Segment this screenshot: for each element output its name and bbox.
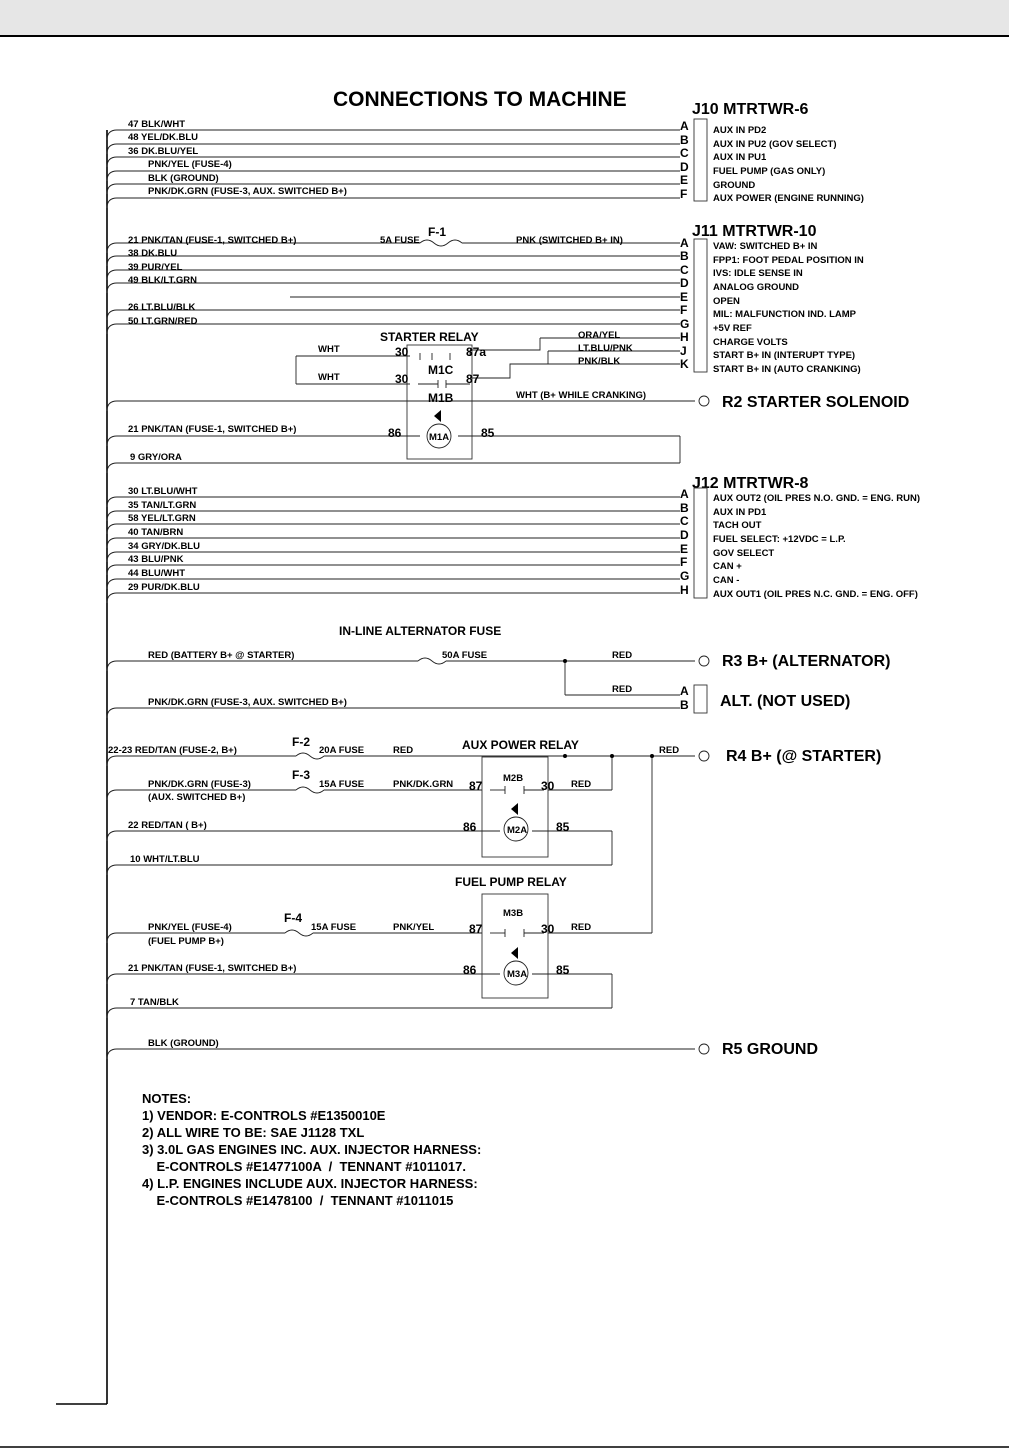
starter-t85: 85 [481, 426, 495, 440]
j10-wire-d: PNK/YEL (FUSE-4) [148, 159, 232, 170]
starter-m1c: M1C [428, 363, 454, 377]
starter-t87: 87 [466, 372, 480, 386]
j11-wire-j: LT.BLU/PNK [578, 343, 633, 354]
j12-body [694, 488, 707, 598]
aux-red-2: RED [571, 779, 592, 790]
aux-wire-3: 22 RED/TAN ( B+) [128, 820, 207, 831]
j10-func-c: AUX IN PU1 [713, 152, 767, 163]
junction-dot-4 [563, 659, 567, 663]
connector-j10 [107, 101, 864, 208]
j10-title: J10 MTRTWR-6 [692, 101, 809, 118]
aux-wire-1: 22-23 RED/TAN (FUSE-2, B+) [108, 745, 237, 756]
aux-wire-4: 10 WHT/LT.BLU [130, 854, 200, 865]
r3-terminal-icon [699, 656, 709, 666]
j11-pin-e: E [680, 290, 689, 304]
fuel-red: RED [571, 922, 592, 933]
alt-pin-b: B [680, 698, 689, 712]
j10-pin-b: B [680, 133, 689, 147]
j10-wire-a: 47 BLK/WHT [128, 119, 185, 130]
aux-power-relay [107, 735, 881, 875]
m2-diode-icon [511, 803, 518, 815]
j11-func-g: +5V REF [713, 323, 752, 334]
starter-ground-wire: 9 GRY/ORA [130, 452, 182, 463]
notes-section [142, 1091, 481, 1208]
aux-red: RED [393, 745, 414, 756]
aux-t30: 30 [541, 779, 555, 793]
aux-m2b: M2B [503, 773, 524, 784]
j12-wire-h: 29 PUR/DK.BLU [128, 582, 200, 593]
j10-pin-a: A [680, 119, 689, 133]
starter-coil-wire: 21 PNK/TAN (FUSE-1, SWITCHED B+) [128, 424, 297, 435]
j12-func-a: AUX OUT2 (OIL PRES N.O. GND. = ENG. RUN) [713, 493, 921, 504]
j11-pin-f: F [680, 303, 688, 317]
alt-fuse-title: IN-LINE ALTERNATOR FUSE [339, 624, 502, 638]
alt-connector-body [694, 685, 707, 713]
j11-wire-b: 38 DK.BLU [128, 248, 178, 259]
j10-func-b: AUX IN PU2 (GOV SELECT) [713, 139, 837, 150]
starter-t86: 86 [388, 426, 402, 440]
j10-pin-f: F [680, 187, 688, 201]
j12-func-b: AUX IN PD1 [713, 507, 767, 518]
r3-label: R3 B+ (ALTERNATOR) [722, 653, 891, 670]
j12-pin-a: A [680, 487, 689, 501]
j11-wire-h: ORA/YEL [578, 330, 621, 341]
r4-terminal-icon [699, 751, 709, 761]
j12-wire-f: 43 BLU/PNK [128, 554, 184, 565]
j11-wire-f: 26 LT.BLU/BLK [128, 302, 196, 313]
j10-func-a: AUX IN PD2 [713, 125, 767, 136]
j12-wire-d: 40 TAN/BRN [128, 527, 184, 538]
notes-title: NOTES: [142, 1091, 192, 1106]
r5-label: R5 GROUND [722, 1041, 819, 1058]
fuel-t85: 85 [556, 963, 570, 977]
junction-dot-3 [650, 754, 654, 758]
alt-red-1: RED [612, 650, 633, 661]
j11-wire-d: 49 BLK/LT.GRN [128, 275, 197, 286]
note-line-2: 2) ALL WIRE TO BE: SAE J1128 TXL [142, 1125, 365, 1140]
j10-func-d: FUEL PUMP (GAS ONLY) [713, 166, 826, 177]
j11-pin-b: B [680, 249, 689, 263]
j10-wire-e: BLK (GROUND) [148, 173, 219, 184]
j12-wire-e: 34 GRY/DK.BLU [128, 541, 200, 552]
j11-wire-g: 50 LT.GRN/RED [128, 316, 198, 327]
j10-wire-b: 48 YEL/DK.BLU [128, 132, 199, 143]
j11-pin-j: J [680, 344, 687, 358]
fuel-m3b: M3B [503, 908, 524, 919]
j11-pin-d: D [680, 276, 689, 290]
j12-func-d: FUEL SELECT: +12VDC = L.P. [713, 534, 846, 545]
j10-wire-c: 36 DK.BLU/YEL [128, 146, 199, 157]
connector-j12 [107, 475, 920, 603]
note-line-6: E-CONTROLS #E1478100 / TENNANT #1011015 [142, 1193, 454, 1208]
note-line-1: 1) VENDOR: E-CONTROLS #E1350010E [142, 1108, 386, 1123]
j12-func-c: TACH OUT [713, 520, 762, 531]
aux-f2: F-2 [292, 735, 310, 749]
j11-pin-h: H [680, 330, 689, 344]
alt-fuse-rating: 50A FUSE [442, 650, 488, 661]
m1b-diode-icon [434, 410, 441, 422]
j11-body [694, 239, 707, 372]
fuel-t86: 86 [463, 963, 477, 977]
starter-wht-2: WHT [318, 372, 340, 383]
j11-wire-a: 21 PNK/TAN (FUSE-1, SWITCHED B+) [128, 235, 297, 246]
junction-dot-1 [563, 754, 567, 758]
aux-f3-fuse: 15A FUSE [319, 779, 365, 790]
j11-func-k: START B+ IN (AUTO CRANKING) [713, 364, 861, 375]
aux-t86: 86 [463, 820, 477, 834]
fuel-m3a: M3A [507, 969, 528, 980]
j11-func-d: ANALOG GROUND [713, 282, 800, 293]
aux-wire-2b: (AUX. SWITCHED B+) [148, 792, 246, 803]
fuel-wire-3: 7 TAN/BLK [130, 997, 179, 1008]
j12-pin-h: H [680, 583, 689, 597]
j12-pin-b: B [680, 501, 689, 515]
starter-m1b: M1B [428, 391, 454, 405]
fuel-t87: 87 [469, 922, 483, 936]
j12-wire-a: 30 LT.BLU/WHT [128, 486, 198, 497]
j11-func-c: IVS: IDLE SENSE IN [713, 268, 803, 279]
fuel-t30: 30 [541, 922, 555, 936]
j12-pin-g: G [680, 569, 690, 583]
fuel-wire-1a: PNK/YEL (FUSE-4) [148, 922, 232, 933]
j10-pin-d: D [680, 160, 689, 174]
starter-t87a: 87a [466, 345, 487, 359]
aux-f2-fuse: 20A FUSE [319, 745, 365, 756]
alt-red-2: RED [612, 684, 633, 695]
j10-pin-c: C [680, 146, 689, 160]
r2-label: R2 STARTER SOLENOID [722, 394, 910, 411]
j12-pin-e: E [680, 542, 689, 556]
note-line-3: 3) 3.0L GAS ENGINES INC. AUX. INJECTOR HARNESS: [142, 1142, 482, 1157]
alt-pnk-wire: PNK/DK.GRN (FUSE-3, AUX. SWITCHED B+) [148, 697, 347, 708]
j12-wire-b: 35 TAN/LT.GRN [128, 500, 197, 511]
fuel-f4-fuse: 15A FUSE [311, 922, 357, 933]
fuel-pnk-yel: PNK/YEL [393, 922, 435, 933]
j11-fuse-rating: 5A FUSE [380, 235, 420, 246]
r2-terminal-icon [699, 396, 709, 406]
j12-pin-c: C [680, 514, 689, 528]
j10-pin-e: E [680, 173, 689, 187]
page-title: CONNECTIONS TO MACHINE [333, 88, 627, 111]
j11-pin-c: C [680, 263, 689, 277]
j11-pin-g: G [680, 317, 690, 331]
starter-t30b: 30 [395, 372, 409, 386]
j11-pin-k: K [680, 357, 689, 371]
junction-dot-2 [610, 754, 614, 758]
aux-red-out: RED [659, 745, 680, 756]
aux-pnk-dkgrn: PNK/DK.GRN [393, 779, 454, 790]
r5-terminal-icon [699, 1044, 709, 1054]
ground-section [107, 1038, 818, 1059]
aux-wire-2a: PNK/DK.GRN (FUSE-3) [148, 779, 251, 790]
j11-wire-c: 39 PUR/YEL [128, 262, 183, 273]
j10-body [694, 119, 707, 201]
j11-wire-a-right: PNK (SWITCHED B+ IN) [516, 235, 623, 246]
j10-func-f: AUX POWER (ENGINE RUNNING) [713, 193, 864, 204]
j11-func-e: OPEN [713, 296, 740, 307]
j12-wire-g: 44 BLU/WHT [128, 568, 185, 579]
j12-pin-d: D [680, 528, 689, 542]
note-line-4: E-CONTROLS #E1477100A / TENNANT #1011017. [142, 1159, 466, 1174]
j11-fuse-label: F-1 [428, 225, 446, 239]
fuel-f4: F-4 [284, 911, 302, 925]
j12-func-h: AUX OUT1 (OIL PRES N.C. GND. = ENG. OFF) [713, 589, 918, 600]
j11-func-b: FPP1: FOOT PEDAL POSITION IN [713, 255, 864, 266]
fuel-pump-relay [107, 659, 654, 1018]
starter-relay-title: STARTER RELAY [380, 330, 479, 344]
j12-func-f: CAN + [713, 561, 742, 572]
aux-relay-title: AUX POWER RELAY [462, 738, 579, 752]
j11-wire-k: PNK/BLK [578, 356, 621, 367]
alt-not-used-label: ALT. (NOT USED) [720, 693, 851, 710]
note-line-5: 4) L.P. ENGINES INCLUDE AUX. INJECTOR HARNESS: [142, 1176, 478, 1191]
j12-wire-c: 58 YEL/LT.GRN [128, 513, 196, 524]
j10-wire-f: PNK/DK.GRN (FUSE-3, AUX. SWITCHED B+) [148, 186, 347, 197]
header-band [0, 0, 1009, 36]
aux-t87: 87 [469, 779, 483, 793]
starter-out-wire: WHT (B+ WHILE CRANKING) [516, 390, 647, 401]
j10-func-e: GROUND [713, 180, 756, 191]
alt-pin-a: A [680, 684, 689, 698]
j11-func-h: CHARGE VOLTS [713, 337, 788, 348]
j12-title: J12 MTRTWR-8 [692, 475, 809, 492]
j12-func-e: GOV SELECT [713, 548, 775, 559]
fuel-relay-title: FUEL PUMP RELAY [455, 875, 567, 889]
r4-label: R4 B+ (@ STARTER) [726, 748, 882, 765]
starter-m1a: M1A [429, 432, 450, 443]
j11-func-a: VAW: SWITCHED B+ IN [713, 241, 818, 252]
starter-wht-1: WHT [318, 344, 340, 355]
aux-t85: 85 [556, 820, 570, 834]
j11-func-f: MIL: MALFUNCTION IND. LAMP [713, 309, 857, 320]
fuel-wire-1b: (FUEL PUMP B+) [148, 936, 224, 947]
j11-title: J11 MTRTWR-10 [692, 223, 817, 240]
m3-diode-icon [511, 947, 518, 959]
aux-m2a: M2A [507, 825, 528, 836]
j11-func-j: START B+ IN (INTERUPT TYPE) [713, 350, 856, 361]
j12-pin-f: F [680, 555, 688, 569]
starter-t30a: 30 [395, 345, 409, 359]
j11-pin-a: A [680, 236, 689, 250]
j12-func-g: CAN - [713, 575, 740, 586]
ground-wire: BLK (GROUND) [148, 1038, 219, 1049]
aux-f3: F-3 [292, 768, 310, 782]
alt-battery-wire: RED (BATTERY B+ @ STARTER) [148, 650, 295, 661]
alternator-section [107, 624, 890, 718]
fuel-wire-2: 21 PNK/TAN (FUSE-1, SWITCHED B+) [128, 963, 297, 974]
